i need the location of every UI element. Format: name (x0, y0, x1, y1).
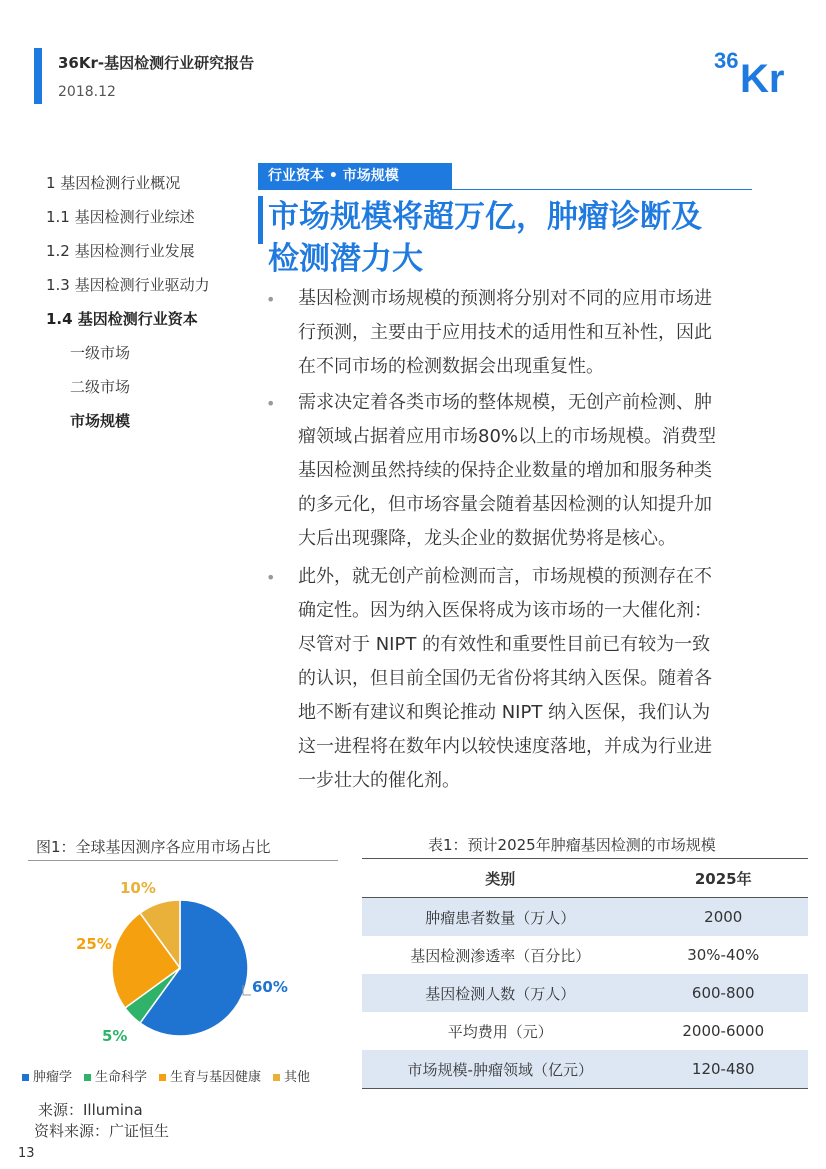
text-line: 的多元化，但市场容量会随着基因检测的认知提升加 (298, 494, 712, 515)
table-cell: 平均费用（元） (447, 1022, 553, 1041)
table-row (362, 1012, 808, 1050)
toc-item-capital[interactable]: 1.4 基因检测行业资本 (46, 310, 198, 328)
bullet-paragraph-2 (298, 386, 758, 556)
bullet-marker: • (266, 568, 276, 587)
figure-source: 来源：Illumina (38, 1101, 143, 1119)
headline-line-1: 市场规模将超万亿，肿瘤诊断及 (268, 199, 702, 235)
bullet-paragraph-1 (298, 282, 758, 384)
table-cell: 2000 (639, 898, 808, 937)
table-cell: 基因检测渗透率（百分比） (410, 946, 591, 965)
legend-label: 生育与基因健康 (170, 1070, 262, 1085)
legend-label: 生命科学 (95, 1070, 148, 1085)
text-line: 确定性。因为纳入医保将成为该市场的一大催化剂： (298, 600, 712, 621)
section-tag-underline (258, 189, 752, 190)
text-line: 需求决定着各类市场的整体规模，无创产前检测、肿 (298, 392, 712, 413)
legend-label: 其他 (284, 1070, 311, 1085)
table-cell: 30%-40% (687, 946, 760, 964)
toc-item-development[interactable]: 1.2 基因检测行业发展 (46, 242, 195, 260)
bullet-marker: • (266, 394, 276, 413)
text-line: 瘤领域占据着应用市场80%以上的市场规模。消费型 (298, 426, 717, 447)
figure-title-rule (28, 860, 338, 861)
toc-subitem-market-size[interactable]: 市场规模 (70, 412, 131, 430)
logo-kr: Kr (740, 57, 785, 96)
figure-title: 图1：全球基因测序各应用市场占比 (36, 838, 271, 856)
pie-label-oncology: 60% (252, 978, 288, 996)
toc-item-overview[interactable]: 1 基因检测行业概况 (46, 174, 181, 192)
legend-swatch (159, 1074, 166, 1081)
column-header-2025: 2025年 (639, 859, 808, 898)
text-line: 行预测，主要由于应用技术的适用性和互补性，因此 (298, 322, 712, 343)
text-line: 基因检测虽然持续的保持企业数量的增加和服务种类 (298, 460, 712, 481)
table-cell: 2000-6000 (682, 1022, 765, 1040)
pie-leader-line (242, 985, 252, 997)
text-line: 这一进程将在数年内以较快速度落地，并成为行业进 (298, 736, 712, 757)
legend-item-life-science (84, 1066, 147, 1085)
bullet-marker: • (266, 290, 276, 309)
page-headline (268, 196, 758, 280)
table-cell: 600-800 (639, 974, 808, 1012)
36kr-logo (712, 44, 798, 96)
table-row (362, 974, 808, 1012)
table-cell: 市场规模-肿瘤领域（亿元） (362, 1050, 639, 1089)
toc-item-summary[interactable]: 1.1 基因检测行业综述 (46, 208, 195, 226)
toc-item-drivers[interactable]: 1.3 基因检测行业驱动力 (46, 276, 210, 294)
pie-label-other: 10% (120, 879, 156, 897)
table-row (362, 898, 808, 937)
table-source: 资料来源：广证恒生 (34, 1122, 170, 1140)
legend-label: 肿瘤学 (33, 1070, 73, 1085)
headline-accent-bar (258, 196, 263, 244)
text-line: 此外，就无创产前检测而言，市场规模的预测存在不 (298, 566, 712, 587)
market-size-table (362, 858, 808, 1089)
toc-subitem-secondary-market[interactable]: 二级市场 (70, 378, 131, 396)
table-row (362, 936, 808, 974)
market-share-pie-chart (100, 888, 260, 1048)
table-cell: 肿瘤患者数量（万人） (362, 898, 639, 937)
pie-label-reproductive-health: 25% (76, 935, 112, 953)
table-title: 表1：预计2025年肿瘤基因检测的市场规模 (428, 836, 716, 854)
text-line: 一步壮大的催化剂。 (298, 770, 460, 791)
table-cell: 120-480 (639, 1050, 808, 1089)
legend-item-other (273, 1066, 310, 1085)
text-line: 在不同市场的检测数据会出现重复性。 (298, 356, 604, 377)
table-header-row (362, 859, 808, 898)
page-number: 13 (18, 1146, 35, 1161)
text-line: 基因检测市场规模的预测将分别对不同的应用市场进 (298, 288, 712, 309)
table-cell: 基因检测人数（万人） (362, 974, 639, 1012)
text-line: 的认识，但目前全国仍无省份将其纳入医保。随着各 (298, 668, 712, 689)
report-date: 2018.12 (58, 84, 116, 100)
report-title: 36Kr-基因检测行业研究报告 (58, 54, 255, 72)
legend-item-oncology (22, 1066, 72, 1085)
text-line: 地不断有建议和舆论推动 NIPT 纳入医保，我们认为 (298, 702, 711, 723)
pie-legend (22, 1066, 310, 1085)
pie-label-life-science: 5% (102, 1027, 128, 1045)
column-header-category: 类别 (362, 859, 639, 898)
legend-item-reproductive-health (159, 1066, 261, 1085)
text-line: 大后出现骤降，龙头企业的数据优势将是核心。 (298, 528, 676, 549)
section-tag: 行业资本 • 市场规模 (258, 163, 452, 189)
legend-swatch (84, 1074, 91, 1081)
logo-36: 36 (714, 48, 739, 73)
headline-line-2: 检测潜力大 (268, 241, 423, 277)
legend-swatch (22, 1074, 29, 1081)
toc-subitem-primary-market[interactable]: 一级市场 (70, 344, 131, 362)
header-accent-bar (34, 48, 42, 104)
table-row (362, 1050, 808, 1089)
text-line: 尽管对于 NIPT 的有效性和重要性目前已有较为一致 (298, 634, 711, 655)
bullet-paragraph-3 (298, 560, 758, 798)
legend-swatch (273, 1074, 280, 1081)
